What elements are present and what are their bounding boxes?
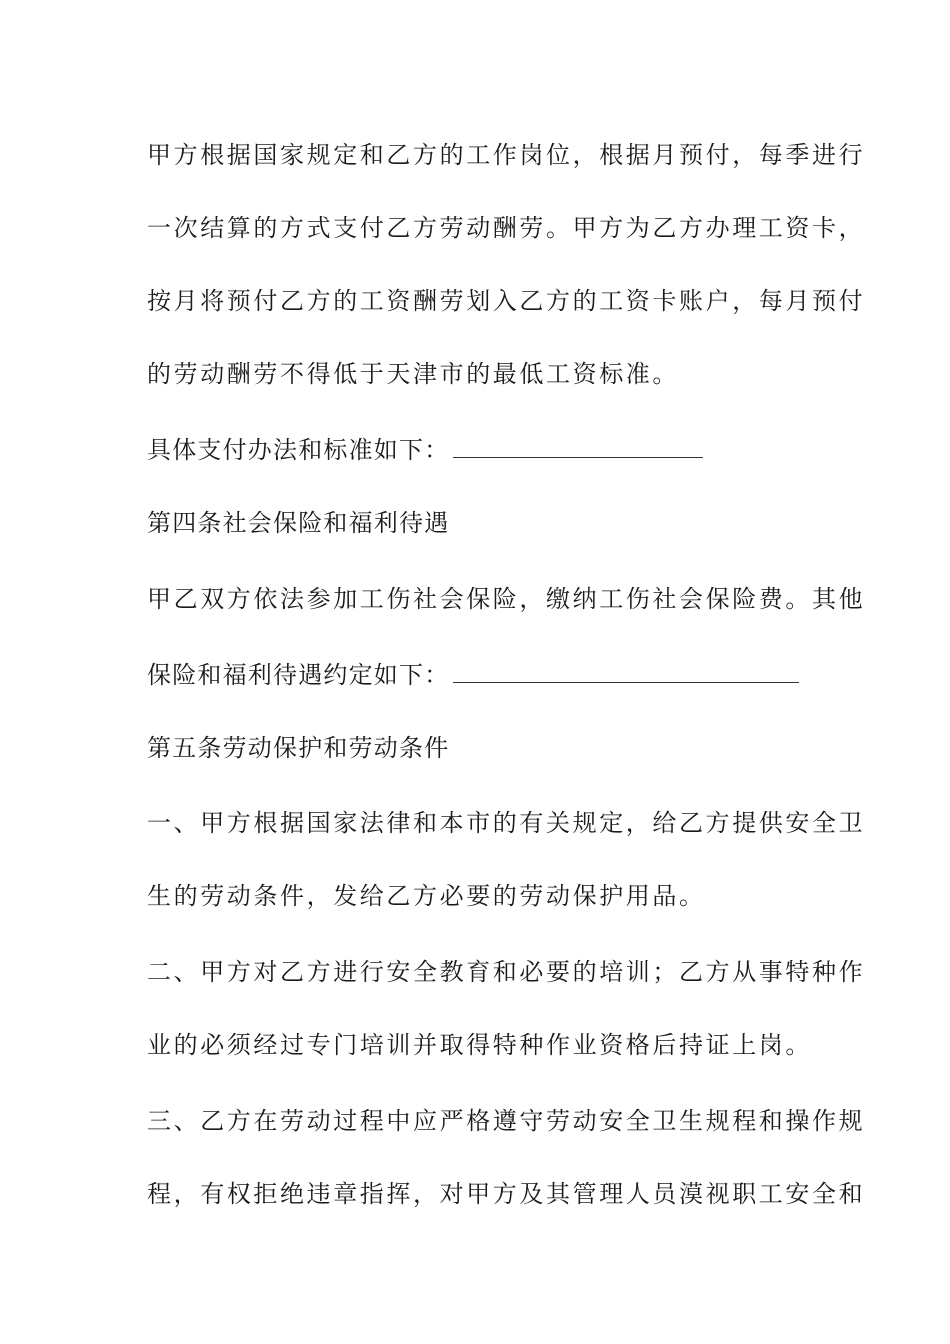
paragraph-line: 三、乙方在劳动过程中应严格遵守劳动安全卫生规程和操作规 [147,1107,866,1135]
paragraph-line: 程，有权拒绝违章指挥，对甲方及其管理人员漠视职工安全和 [147,1180,866,1208]
paragraph-line: 一、甲方根据国家法律和本市的有关规定，给乙方提供安全卫 [147,809,866,837]
section-heading-4: 第四条社会保险和福利待遇 [147,509,450,537]
paragraph-line: 甲乙双方依法参加工伤社会保险，缴纳工伤社会保险费。其他 [147,585,866,613]
paragraph-line: 的劳动酬劳不得低于天津市的最低工资标准。 [147,360,679,388]
payment-method-label: 具体支付办法和标准如下： [147,436,450,464]
paragraph-line: 按月将预付乙方的工资酬劳划入乙方的工资卡账户，每月预付 [147,287,866,315]
payment-method-line [147,434,807,466]
paragraph-line: 二、甲方对乙方进行安全教育和必要的培训；乙方从事特种作 [147,958,866,986]
section-heading-5: 第五条劳动保护和劳动条件 [147,734,450,762]
insurance-label: 保险和福利待遇约定如下： [147,661,450,689]
paragraph-line: 一次结算的方式支付乙方劳动酬劳。甲方为乙方办理工资卡， [147,214,866,242]
paragraph-line: 甲方根据国家规定和乙方的工作岗位，根据月预付，每季进行 [147,141,866,169]
paragraph-line: 业的必须经过专门培训并取得特种作业资格后持证上岗。 [147,1031,812,1059]
payment-method-blank [453,437,703,458]
insurance-line [147,659,807,691]
insurance-blank [453,662,799,683]
paragraph-line: 生的劳动条件，发给乙方必要的劳动保护用品。 [147,882,706,910]
